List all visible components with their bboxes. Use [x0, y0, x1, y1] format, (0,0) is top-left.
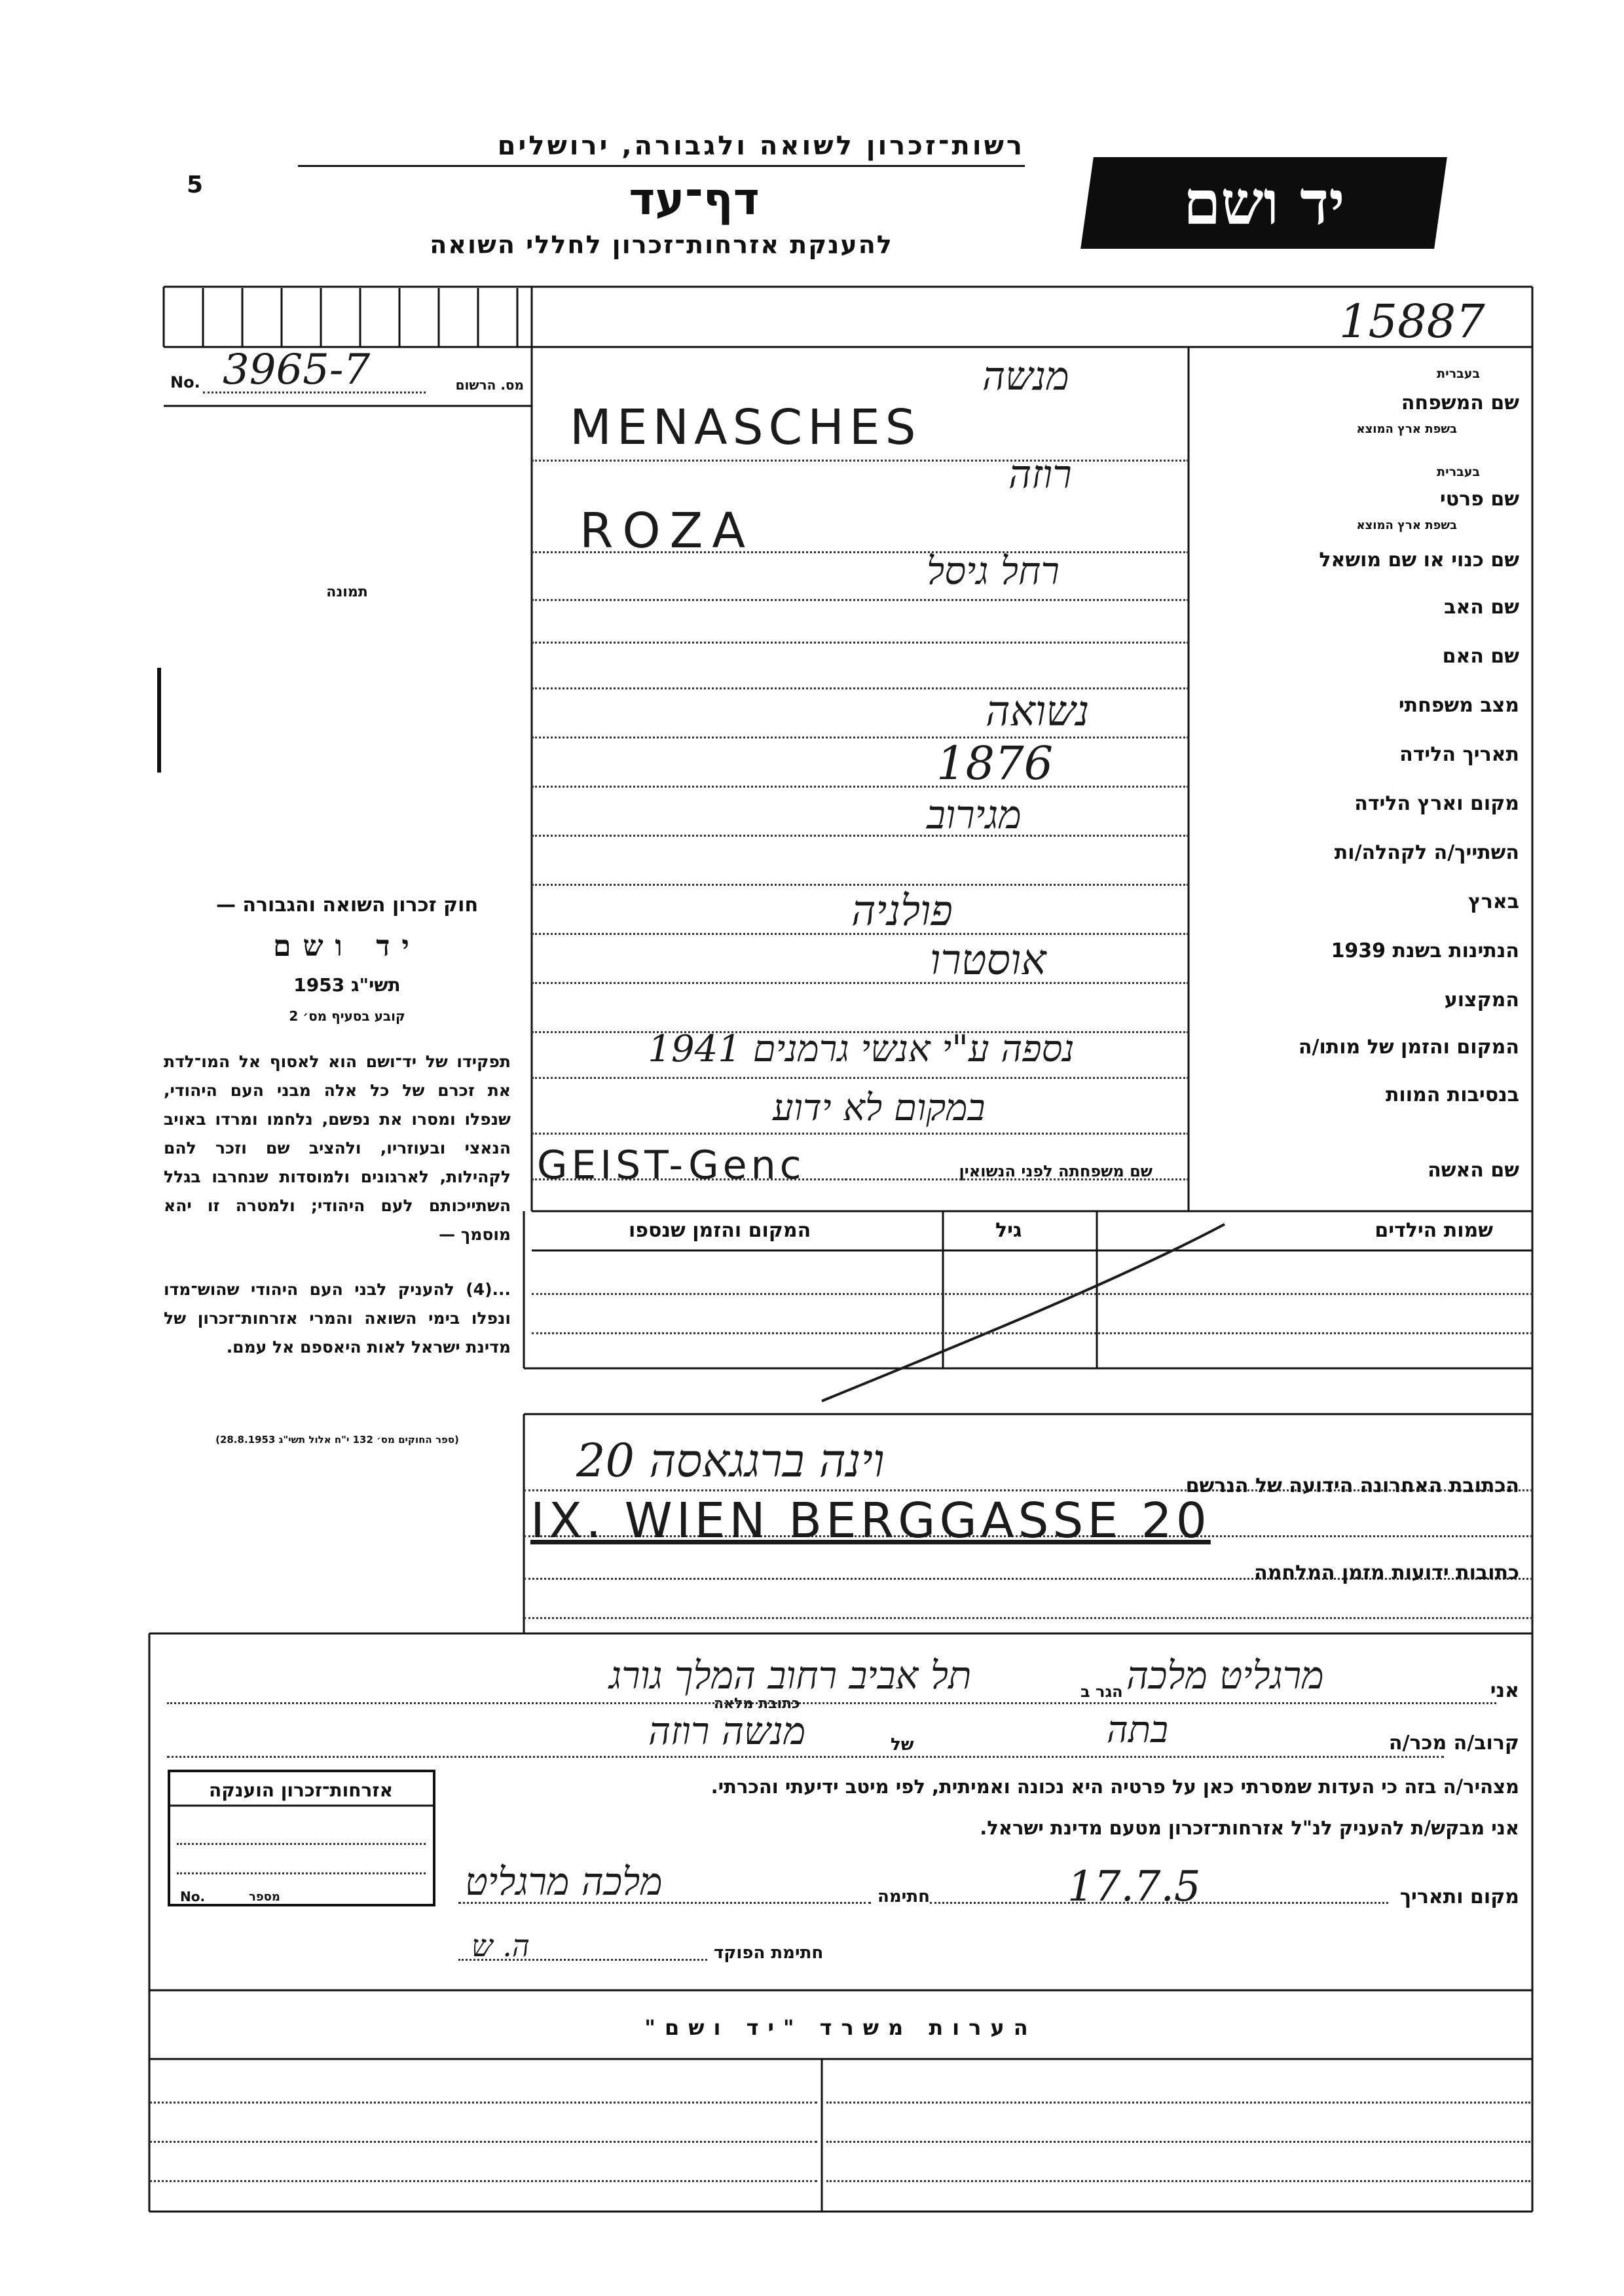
country-label: בארץ: [1467, 890, 1519, 913]
last-address-latin-value: IX. WIEN BERGGASSE 20: [530, 1493, 1211, 1549]
first-name-hebrew-label: בעברית: [1437, 465, 1480, 479]
yad-vashem-logo: יד ושם: [1080, 157, 1447, 249]
page-mark: 5: [187, 172, 204, 198]
date-value: 17.7.5: [1067, 1863, 1201, 1911]
last-address-label: הכתובת האחרונה הידועה של הנרשם: [1185, 1474, 1519, 1497]
law-source: (ספר החוקים מס׳ 132 י"ח אלול תשי"ג 28.8.1953): [215, 1434, 459, 1446]
org-line: רשות־זכרון לשואה ולגבורה, ירושלים: [497, 131, 1025, 161]
form-title: דף־עד: [629, 173, 760, 225]
officer-signature-value: ה. ש: [471, 1928, 530, 1963]
law-name: יד ושם: [273, 930, 421, 963]
wife-label: שם האשה: [1428, 1159, 1519, 1182]
declarant-address-value: תל אביב רחוב המלך גורג: [609, 1653, 972, 1698]
law-paragraph-1: תפקידו של יד־ושם הוא לאסוף אל המו־לדת את זכרם של כל אלה מבני העם היהודי, שנפלו ומסרו את נפשם, נלחמו ומרדו באויב הנאצי ובעוזריו, ולהציב שם וזכר להם לקהילות, לארגונים ולמוסדות שנחרבו בגלל השתייכותם לעם היהודי; ולמטרה זו יהא מוסמך —: [164, 1052, 511, 1244]
registration-big-number: 15887: [1339, 295, 1485, 348]
profession-label: המקצוע: [1444, 989, 1519, 1011]
officer-signature-label: חתימת הפוקד: [714, 1943, 824, 1963]
place-date-label: מקום ותאריך: [1399, 1886, 1519, 1908]
law-year: תשי"ג 1953: [293, 974, 401, 996]
citizenship-value: אוסטרו: [930, 936, 1046, 985]
form-subtitle: להענקת אזרחות־זכרון לחללי השואה: [430, 230, 893, 259]
declarant-full-address-label: כתובת מלאה: [714, 1696, 800, 1712]
law-clause: קובע בסעיף מס׳ 2: [289, 1008, 405, 1024]
wife-maiden-label: שם משפחתה לפני הנשואין: [959, 1162, 1153, 1180]
family-name-hebrew-label: בעברית: [1437, 367, 1480, 381]
declarant-i-label: אני: [1490, 1679, 1519, 1702]
birth-date-value: 1876: [936, 737, 1054, 790]
children-age-header: גיל: [995, 1219, 1022, 1242]
of-label: של: [891, 1735, 914, 1755]
birth-place-value: מגירוב: [927, 792, 1022, 838]
of-value: מנשה רוזה: [648, 1709, 806, 1753]
reg-no-prefix: No.: [170, 373, 200, 392]
first-name-label: שם פרטי: [1439, 488, 1519, 511]
office-remarks-title: הערות משרד "יד ושם": [644, 2015, 1037, 2040]
family-name-hebrew-value: מנשה: [982, 354, 1069, 399]
war-address-label: כתובות ידועות מזמן המלחמה: [1254, 1561, 1519, 1584]
family-name-label: שם המשפחה: [1401, 392, 1519, 414]
mother-label: שם האם: [1442, 645, 1519, 668]
signature-value: מלכה מרגליט: [465, 1859, 663, 1904]
law-paragraph-2: ...(4) להעניק לבני העם היהודי שהוש־מדו ונפלו בימי השואה והמרי אזרחות־זכרון של מדינת ישראל לאות היאספם אל עמם.: [164, 1280, 511, 1357]
reg-no-label: מס. הרשום: [455, 377, 524, 393]
death-value-line1: נספה ע"י אנשי גרמנים 1941: [648, 1028, 1075, 1070]
last-address-hebrew-value: וינה ברגגאסה 20: [576, 1434, 885, 1487]
first-name-native-label: בשפת ארץ המוצא: [1356, 519, 1457, 532]
death-circumstances-label: בנסיבות המוות: [1385, 1084, 1519, 1106]
citizenship-request: אני מבקש/ת להעניק לנ"ל אזרחות־זכרון מטעם מדינת ישראל.: [980, 1817, 1519, 1839]
nickname-label: שם כנוי או שם מושאל: [1319, 549, 1519, 572]
marital-label: מצב משפחתי: [1398, 694, 1519, 717]
nickname-value: רחל גיסל: [927, 549, 1060, 593]
wife-value: GEIST-Genc: [537, 1142, 805, 1188]
marital-value: נשואה: [986, 687, 1090, 736]
children-names-header: שמות הילדים: [1375, 1219, 1493, 1242]
family-name-native-label: בשפת ארץ המוצא: [1356, 422, 1457, 436]
country-value: פולניה: [851, 887, 953, 936]
first-name-native-value: ROZA: [580, 503, 754, 559]
reg-no-value: 3965-7: [223, 346, 371, 394]
community-label: השתייך/ה לקהלה/ות: [1334, 841, 1519, 864]
declaration-statement: מצהיר/ה בזה כי העדות שמסרתי כאן על פרטיה היא נכונה ואמיתית, לפי מיטב ידיעתי והכרתי.: [710, 1776, 1519, 1798]
death-value-line2: במקום לא ידוע: [773, 1087, 986, 1129]
stamp-no-prefix: No.: [180, 1889, 206, 1904]
birth-place-label: מקום וארץ הלידה: [1354, 792, 1519, 815]
stamp-title: אזרחות־זכרון הוענקה: [209, 1779, 393, 1801]
family-name-native-value: MENASCHES: [570, 399, 921, 456]
relation-label: קרוב/ה מכר/ה: [1388, 1732, 1519, 1755]
children-place-header: המקום והזמן שנספו: [629, 1219, 811, 1242]
law-title: חוק זכרון השואה והגבורה —: [215, 894, 479, 917]
declarant-name-value: מרגליט מלכה: [1126, 1653, 1324, 1698]
first-name-hebrew-value: רוזה: [1008, 452, 1072, 498]
birth-date-label: תאריך הלידה: [1399, 743, 1519, 766]
stamp-number-label: מספר: [249, 1890, 280, 1904]
father-label: שם האב: [1444, 596, 1519, 619]
declarant-lives-label: הגר ב: [1080, 1683, 1123, 1701]
death-label: המקום והזמן של מותו/ה: [1298, 1036, 1519, 1059]
photo-label: תמונה: [326, 584, 368, 600]
signature-label: חתימה: [877, 1887, 930, 1906]
citizenship-label: הנתינות בשנת 1939: [1331, 939, 1519, 962]
relation-value: בתה: [1107, 1709, 1168, 1751]
